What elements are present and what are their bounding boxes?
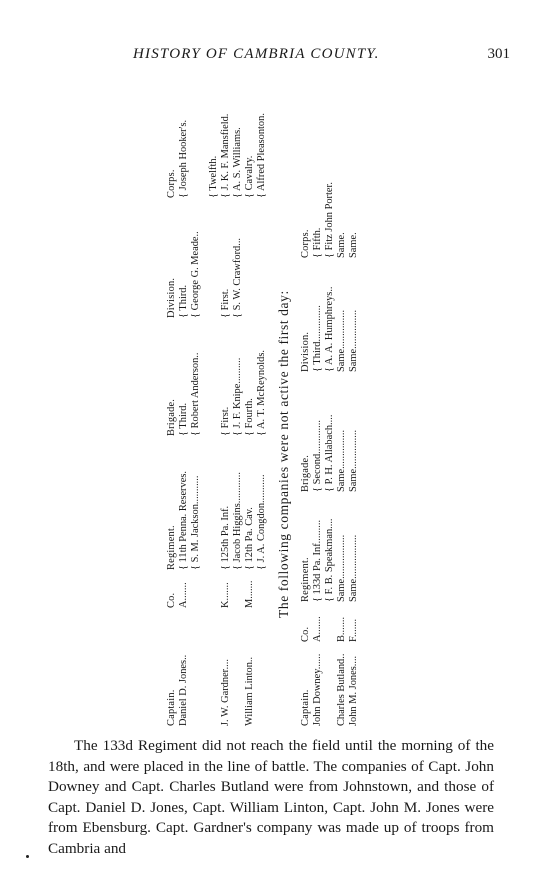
cell-division: { Third.............. bbox=[312, 305, 323, 372]
header-corps: Corps. bbox=[300, 229, 311, 258]
header-regiment: Regiment. bbox=[300, 557, 311, 602]
cell-division: { A. A. Humphreys.. bbox=[324, 286, 335, 372]
cell-regiment: { 133d Pa. Inf......... bbox=[312, 519, 323, 602]
table-row bbox=[312, 88, 324, 728]
table-header-row bbox=[166, 88, 178, 728]
cell-regiment: { J. A. Congdon........... bbox=[256, 474, 267, 570]
header-regiment: Regiment. bbox=[166, 525, 177, 570]
table-row bbox=[178, 88, 190, 728]
cell-regiment: { F. B. Speakman.... bbox=[324, 518, 335, 602]
header-captain: Captain. bbox=[300, 689, 311, 726]
cell-co: M....... bbox=[244, 580, 255, 608]
cell-co: K....... bbox=[220, 582, 231, 608]
table-row bbox=[220, 88, 232, 728]
body-paragraph: The 133d Regiment did not reach the field until the morning of the 18th, and were placed in the line of battle. The companies of Capt. John Downey and Capt. Charles Butland were from Johnstown, and those of Capt. Daniel D. Jones, Capt. William Linton, Capt. John M. Jones were from Ebensburg. Capt. Gardner's company was made up of troops from Cambria and bbox=[48, 737, 494, 857]
cell-corps: { Joseph Hooker's. bbox=[178, 119, 189, 198]
cell-division: { George G. Meade.. bbox=[190, 231, 201, 318]
header-corps: Corps. bbox=[166, 169, 177, 198]
header-brigade: Brigade. bbox=[166, 398, 177, 436]
cell-co: A....... bbox=[178, 582, 189, 608]
cell-captain: John M. Jones.... bbox=[348, 655, 359, 726]
table-row bbox=[324, 88, 336, 728]
table-header-row bbox=[300, 88, 312, 728]
cell-regiment: { 125th Pa. Inf. bbox=[220, 505, 231, 570]
cell-brigade: { First. bbox=[220, 406, 231, 436]
margin-mark bbox=[26, 855, 29, 858]
header-division: Division. bbox=[166, 277, 177, 318]
table-not-active bbox=[300, 88, 360, 728]
page-number: 301 bbox=[487, 46, 510, 62]
cell-corps: { Cavalry. bbox=[244, 155, 255, 198]
cell-brigade: { Robert Anderson.. bbox=[190, 352, 201, 436]
cell-regiment: { S. M. Jackson........... bbox=[190, 475, 201, 570]
cell-regiment: { Jacob Higgins............ bbox=[232, 472, 243, 570]
cell-regiment: { 11th Penna. Reserves. bbox=[178, 471, 189, 570]
cell-division: { S. W. Crawford... bbox=[232, 237, 243, 318]
header-division: Division. bbox=[300, 331, 311, 372]
cell-division: { Third. bbox=[178, 284, 189, 318]
cell-captain: J. W. Gardner.... bbox=[220, 659, 231, 726]
table-row bbox=[232, 88, 244, 728]
cell-co: F....... bbox=[348, 618, 359, 642]
cell-division: { First. bbox=[220, 288, 231, 318]
page-header bbox=[0, 46, 536, 66]
table-row bbox=[244, 88, 256, 728]
cell-brigade: { Fourth. bbox=[244, 398, 255, 436]
cell-co: A....... bbox=[312, 616, 323, 642]
cell-brigade: Same............... bbox=[348, 429, 359, 492]
cell-corps: { Twelfth. bbox=[208, 155, 219, 198]
cell-corps: { J. K. F. Mansfield. bbox=[220, 113, 231, 198]
cell-captain: John Downey...... bbox=[312, 653, 323, 726]
header-brigade: Brigade. bbox=[300, 454, 311, 492]
cell-corps: Same. bbox=[336, 232, 347, 258]
cell-regiment: { 12th Pa. Cav. bbox=[244, 507, 255, 570]
header-captain: Captain. bbox=[166, 689, 177, 726]
cell-brigade: { P. H. Allabach.... bbox=[324, 414, 335, 492]
section-subheading: The following companies were not active the first day: bbox=[276, 290, 291, 618]
rotated-table-region bbox=[166, 88, 376, 728]
cell-corps: { Fifth. bbox=[312, 227, 323, 258]
table-row bbox=[190, 88, 202, 728]
rotated-table bbox=[166, 88, 376, 728]
cell-co: B....... bbox=[336, 616, 347, 642]
header-co: Co. bbox=[166, 592, 177, 608]
cell-brigade: { Third. bbox=[178, 402, 189, 436]
table-first-day bbox=[166, 88, 268, 728]
cell-captain: Daniel D. Jones.. bbox=[178, 654, 189, 726]
cell-brigade: { J. F. Knipe.......... bbox=[232, 357, 243, 436]
cell-captain: William Linton.. bbox=[244, 656, 255, 726]
table-row bbox=[208, 88, 220, 728]
cell-brigade: { Second............. bbox=[312, 420, 323, 492]
table-row bbox=[256, 88, 268, 728]
cell-regiment: Same................. bbox=[336, 534, 347, 602]
running-title: HISTORY OF CAMBRIA COUNTY. bbox=[133, 46, 380, 62]
cell-corps: { A. S. Williams. bbox=[232, 127, 243, 198]
table-row bbox=[348, 88, 360, 728]
cell-corps: { Alfred Pleasonton. bbox=[256, 113, 267, 198]
cell-corps: { Fitz John Porter. bbox=[324, 182, 335, 258]
cell-captain: Charles Butland.. bbox=[336, 653, 347, 726]
cell-regiment: Same................. bbox=[348, 534, 359, 602]
table-row bbox=[336, 88, 348, 728]
header-co: Co. bbox=[300, 626, 311, 642]
cell-brigade: Same............... bbox=[336, 429, 347, 492]
cell-division: Same............... bbox=[348, 309, 359, 372]
cell-brigade: { A. T. McReynolds. bbox=[256, 350, 267, 436]
cell-corps: Same. bbox=[348, 232, 359, 258]
cell-division: Same............... bbox=[336, 309, 347, 372]
